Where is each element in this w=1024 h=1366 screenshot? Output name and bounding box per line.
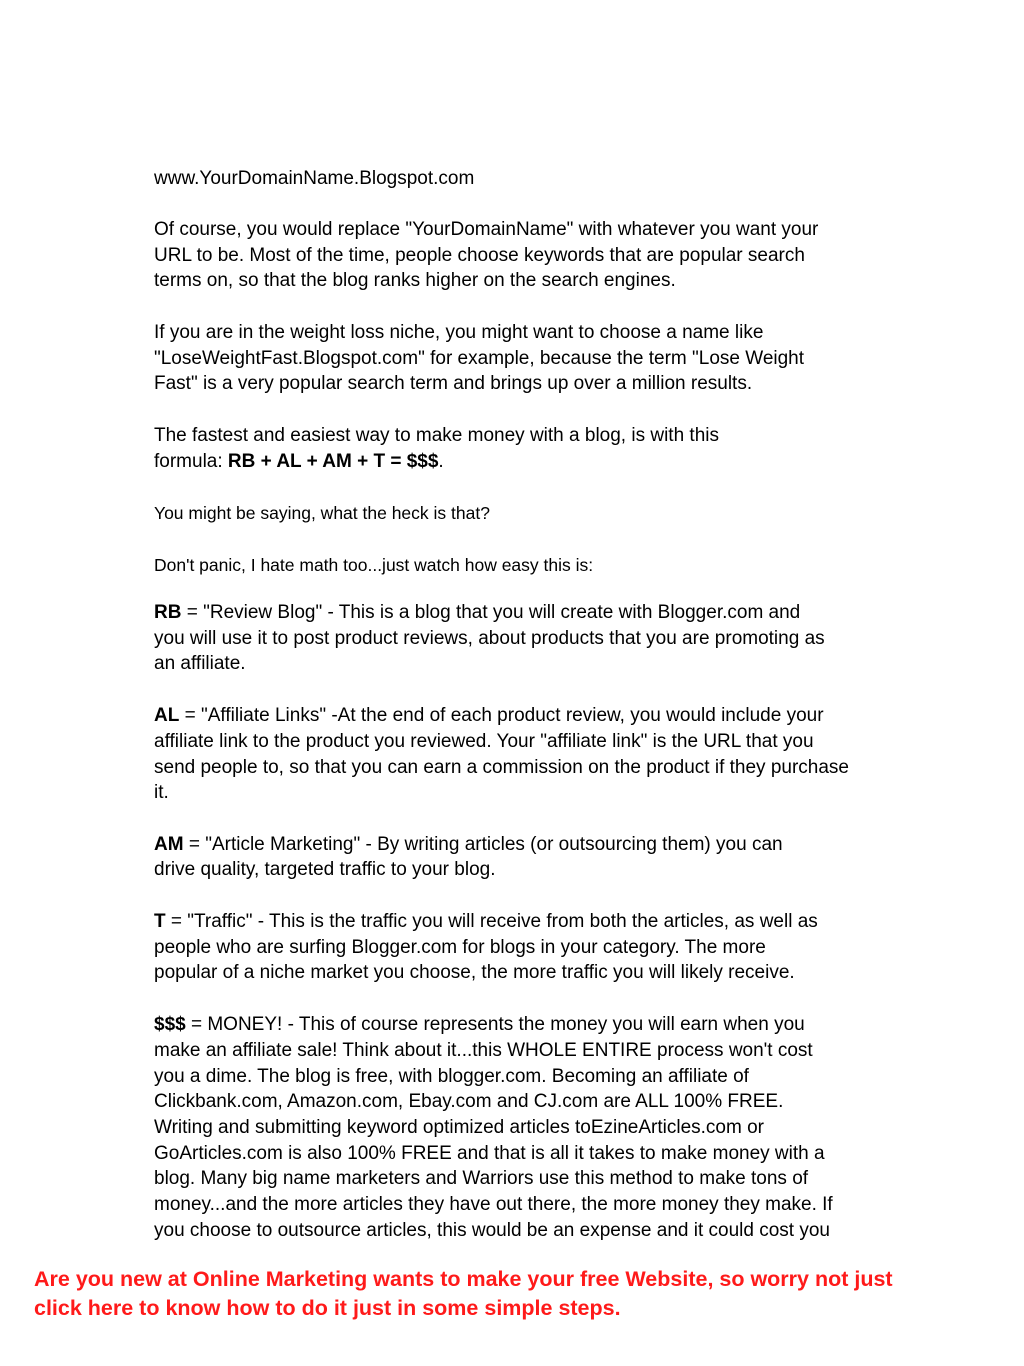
definition-term: AM bbox=[154, 834, 184, 855]
definition-line bbox=[154, 1012, 805, 1038]
panic-line: Don't panic, I hate math too...just watch how easy this is: bbox=[154, 555, 594, 575]
definition-line bbox=[154, 832, 783, 858]
definition-line bbox=[154, 600, 800, 626]
paragraph-line: people who are surfing Blogger.com for blogs in your category. The more bbox=[154, 937, 766, 958]
paragraph-line: drive quality, targeted traffic to your blog. bbox=[154, 859, 496, 880]
paragraph-line: URL to be. Most of the time, people choose keywords that are popular search bbox=[154, 245, 805, 266]
paragraph-line: GoArticles.com is also 100% FREE and that is all it takes to make money with a bbox=[154, 1143, 825, 1164]
promo-link-line-1[interactable]: Are you new at Online Marketing wants to make your free Website, so worry not just bbox=[34, 1267, 893, 1291]
paragraph-line: affiliate link to the product you reviewed. Your "affiliate link" is the URL that you bbox=[154, 731, 814, 752]
paragraph-line: send people to, so that you can earn a commission on the product if they purchase bbox=[154, 757, 849, 778]
paragraph-line: Clickbank.com, Amazon.com, Ebay.com and CJ.com are ALL 100% FREE. bbox=[154, 1091, 784, 1112]
paragraph-line: "LoseWeightFast.Blogspot.com" for example, because the term "Lose Weight bbox=[154, 348, 805, 369]
paragraph-line: you will use it to post product reviews, about products that you are promoting as bbox=[154, 628, 825, 649]
formula-line bbox=[154, 449, 444, 475]
definition-term: $$$ bbox=[154, 1014, 186, 1035]
definition-term: T bbox=[154, 911, 166, 932]
question-line: You might be saying, what the heck is that? bbox=[154, 503, 490, 523]
paragraph-line: blog. Many big name marketers and Warriors use this method to make tons of bbox=[154, 1168, 809, 1189]
formula: RB + AL + AM + T = $$$ bbox=[227, 451, 439, 472]
paragraph-line: you a dime. The blog is free, with blogger.com. Becoming an affiliate of bbox=[154, 1066, 749, 1087]
definition-text: = "Review Blog" - This is a blog that you will create with Blogger.com and bbox=[181, 602, 801, 623]
promo-link-line-2[interactable]: click here to know how to do it just in some simple steps. bbox=[34, 1296, 621, 1320]
paragraph-line: Of course, you would replace "YourDomainName" with whatever you want your bbox=[154, 219, 819, 240]
paragraph-line: it. bbox=[154, 782, 169, 803]
definition-line bbox=[154, 703, 824, 729]
formula-suffix: . bbox=[438, 451, 444, 472]
paragraph-line: you choose to outsource articles, this would be an expense and it could cost you bbox=[154, 1220, 830, 1241]
paragraph-line: The fastest and easiest way to make money with a blog, is with this bbox=[154, 425, 719, 446]
paragraph-line: Writing and submitting keyword optimized articles toEzineArticles.com or bbox=[154, 1117, 764, 1138]
definition-text: = "Traffic" - This is the traffic you will receive from both the articles, as well as bbox=[165, 911, 818, 932]
paragraph-line: make an affiliate sale! Think about it...this WHOLE ENTIRE process won't cost bbox=[154, 1040, 813, 1061]
definition-term: RB bbox=[154, 602, 182, 623]
paragraph-line: popular of a niche market you choose, the more traffic you will likely receive. bbox=[154, 962, 795, 983]
formula-prefix: formula: bbox=[154, 451, 228, 472]
definition-line bbox=[154, 909, 818, 935]
definition-text: = MONEY! - This of course represents the money you will earn when you bbox=[185, 1014, 805, 1035]
paragraph-line: money...and the more articles they have out there, the more money they make. If bbox=[154, 1194, 833, 1215]
paragraph-line: terms on, so that the blog ranks higher on the search engines. bbox=[154, 270, 676, 291]
paragraph-line: an affiliate. bbox=[154, 653, 246, 674]
definition-term: AL bbox=[154, 705, 180, 726]
definition-text: = "Article Marketing" - By writing articles (or outsourcing them) you can bbox=[183, 834, 783, 855]
url-line: www.YourDomainName.Blogspot.com bbox=[154, 168, 475, 189]
paragraph-line: Fast" is a very popular search term and brings up over a million results. bbox=[154, 373, 753, 394]
paragraph-line: If you are in the weight loss niche, you might want to choose a name like bbox=[154, 322, 764, 343]
definition-text: = "Affiliate Links" -At the end of each product review, you would include your bbox=[179, 705, 824, 726]
